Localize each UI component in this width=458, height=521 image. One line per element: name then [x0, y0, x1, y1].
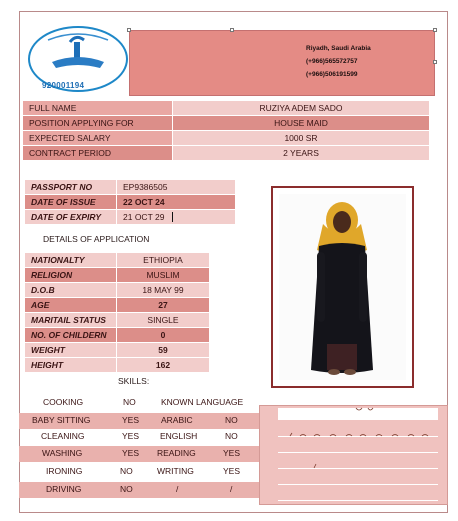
field-label: PASSPORT NO [25, 180, 117, 195]
field-value: 162 [117, 358, 210, 373]
skill-name: WASHING [42, 448, 83, 458]
field-label: MARITAIL STATUS [25, 313, 117, 328]
field-label: POSITION APPLYING FOR [23, 116, 173, 131]
resize-handle[interactable] [433, 28, 437, 32]
table-row [19, 413, 259, 429]
table-row [19, 446, 259, 462]
skill-value: NO [120, 466, 133, 476]
skill-name: CLEANING [41, 431, 85, 441]
field-label: AGE [25, 298, 117, 313]
field-value: HOUSE MAID [173, 116, 430, 131]
table-row [25, 298, 210, 313]
field-value: 22 OCT 24 [117, 195, 236, 210]
language-value: YES [223, 466, 241, 476]
field-label: HEIGHT [25, 358, 117, 373]
passport-table [24, 179, 236, 225]
field-label: NO. OF CHILDERN [25, 328, 117, 343]
table-row [25, 268, 210, 283]
table-row [25, 180, 236, 195]
field-label: CONTRACT PERIOD [23, 146, 173, 161]
field-value: 2 YEARS [173, 146, 430, 161]
field-label: WEIGHT [25, 343, 117, 358]
field-label: DATE OF ISSUE [25, 195, 117, 210]
field-label: D.O.B [25, 283, 117, 298]
table-row [25, 283, 210, 298]
language-name: ARABIC [161, 415, 193, 425]
field-value: 18 MAY 99 [117, 283, 210, 298]
details-title: DETAILS OF APPLICATION [43, 234, 150, 244]
table-row [25, 328, 210, 343]
language-name: WRITING [157, 466, 194, 476]
address-line: (+966)565572757 [306, 58, 358, 65]
details-table [24, 252, 210, 373]
skills-table [19, 395, 259, 505]
field-value: 59 [117, 343, 210, 358]
address-line: Riyadh, Saudi Arabia [306, 45, 371, 52]
applicant-photo [279, 194, 406, 380]
table-row [25, 210, 236, 225]
skill-value: NO [120, 484, 133, 494]
field-value: ETHIOPIA [117, 253, 210, 268]
text-cursor [172, 212, 173, 222]
table-row [19, 464, 259, 480]
address-line: (+966)506191599 [306, 71, 358, 78]
field-label: FULL NAME [23, 101, 173, 116]
table-row [25, 343, 210, 358]
skills-title: SKILLS: [118, 376, 150, 386]
contact-address [306, 42, 371, 81]
header-bar [129, 30, 435, 96]
company-logo [28, 26, 128, 96]
resize-handle[interactable] [433, 60, 437, 64]
logo-phone: 920001194 [42, 81, 85, 90]
resize-handle[interactable] [230, 28, 234, 32]
skill-value: YES [122, 431, 140, 441]
notes-panel [259, 405, 448, 505]
table-row [25, 313, 210, 328]
language-value: / [230, 484, 233, 494]
language-value: NO [225, 431, 238, 441]
field-value[interactable] [117, 210, 236, 225]
person-figure-icon [279, 194, 406, 380]
language-name: READING [157, 448, 196, 458]
field-label: EXPECTED SALARY [23, 131, 173, 146]
skill-name: DRIVING [46, 484, 82, 494]
resize-handle[interactable] [127, 28, 131, 32]
table-row [25, 358, 210, 373]
table-row [19, 429, 259, 445]
field-label: RELIGION [25, 268, 117, 283]
skill-name: BABY SITTING [32, 415, 91, 425]
skill-name: IRONING [46, 466, 83, 476]
field-label: NATIONALTY [25, 253, 117, 268]
language-value: YES [223, 448, 241, 458]
field-value: MUSLIM [117, 268, 210, 283]
field-value: 1000 SR [173, 131, 430, 146]
field-value: EP9386505 [117, 180, 236, 195]
field-label: DATE OF EXPIRY [25, 210, 117, 225]
language-name: / [176, 484, 179, 494]
table-row [25, 195, 236, 210]
field-value: RUZIYA ADEM SADO [173, 101, 430, 116]
table-row [23, 116, 430, 131]
main-info-table [22, 100, 430, 161]
handwriting-marks-icon [260, 406, 449, 506]
table-row [25, 253, 210, 268]
table-row [23, 146, 430, 161]
expiry-value: 21 OCT 29 [123, 211, 165, 222]
language-name: ENGLISH [160, 431, 198, 441]
skill-name: COOKING [43, 397, 84, 407]
language-header: KNOWN LANGUAGE [161, 397, 244, 407]
field-value: 27 [117, 298, 210, 313]
language-value: NO [225, 415, 238, 425]
field-value: 0 [117, 328, 210, 343]
table-row [19, 482, 259, 498]
applicant-photo-frame[interactable] [271, 186, 414, 388]
skill-value: YES [122, 415, 140, 425]
table-row [23, 101, 430, 116]
skill-value: NO [123, 397, 136, 407]
field-value: SINGLE [117, 313, 210, 328]
table-row [23, 131, 430, 146]
table-row [19, 395, 259, 411]
skill-value: YES [122, 448, 140, 458]
